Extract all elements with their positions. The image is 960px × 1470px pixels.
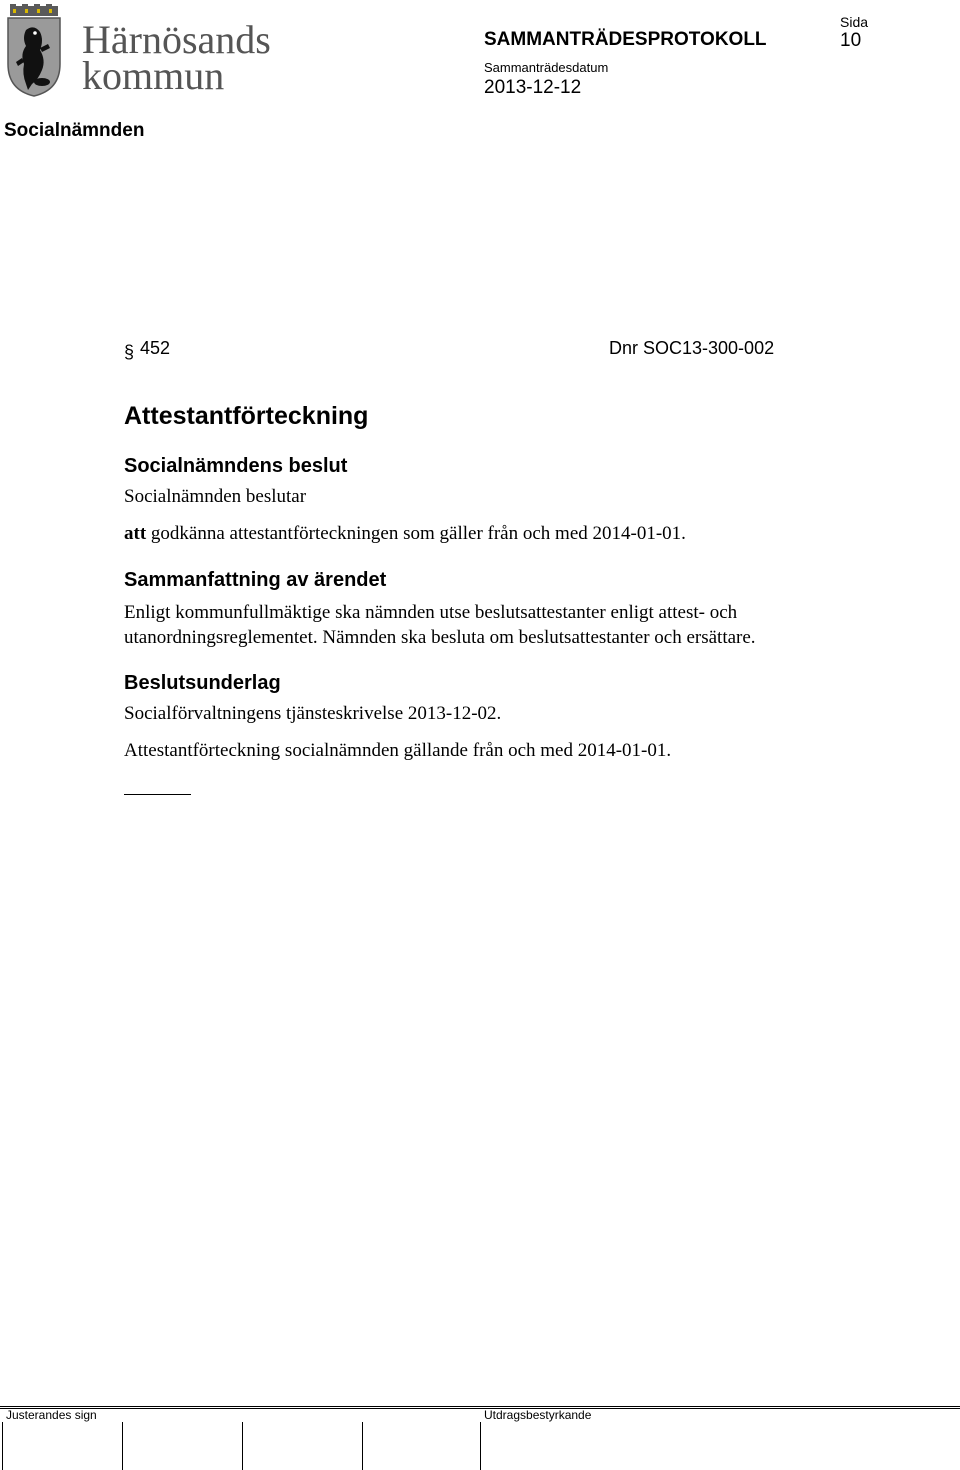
paragraph-number-value: 452 xyxy=(140,338,171,358)
decision-att: att xyxy=(124,523,147,544)
basis-item: Socialförvaltningens tjänsteskrivelse 2013-12-02. xyxy=(124,703,502,724)
paragraph-number xyxy=(124,338,171,362)
decision-lead: Socialnämnden beslutar xyxy=(124,486,307,507)
document-type: SAMMANTRÄDESPROTOKOLL xyxy=(484,29,767,50)
signature-box-divider xyxy=(362,1422,363,1470)
committee-name: Socialnämnden xyxy=(4,120,145,141)
meeting-date-label: Sammanträdesdatum xyxy=(484,60,609,75)
signature-footer xyxy=(0,1406,960,1470)
footer-rule xyxy=(0,1408,960,1409)
summary-line: Enligt kommunfullmäktige ska nämnden utse beslutsattestanter enligt attest- och xyxy=(124,602,738,623)
footer-rule xyxy=(0,1406,960,1407)
signature-box-divider xyxy=(2,1422,3,1470)
page-label: Sida xyxy=(840,14,869,30)
reference-number: Dnr SOC13-300-002 xyxy=(609,338,775,358)
section-end-rule xyxy=(124,794,191,795)
basis-heading: Beslutsunderlag xyxy=(124,672,281,694)
municipality-name xyxy=(82,17,271,98)
summary-line: utanordningsreglementet. Nämnden ska besluta om beslutsattestanter och ersättare. xyxy=(124,627,756,648)
municipality-line-2: kommun xyxy=(82,53,225,98)
decision-heading: Socialnämndens beslut xyxy=(124,455,348,477)
decision-body: godkänna attestantförteckningen som gäller från och med 2014-01-01. xyxy=(150,523,686,544)
decision-text xyxy=(124,523,686,545)
summary-text xyxy=(124,600,864,650)
meeting-date: 2013-12-12 xyxy=(484,77,582,98)
municipality-line-1: Härnösands xyxy=(82,17,271,62)
page-number: 10 xyxy=(840,30,862,51)
signature-box-divider xyxy=(122,1422,123,1470)
case-title: Attestantförteckning xyxy=(124,402,369,430)
extract-certification-label: Utdragsbestyrkande xyxy=(484,1408,592,1422)
signature-box-divider xyxy=(480,1422,481,1470)
signature-box-divider xyxy=(242,1422,243,1470)
summary-heading: Sammanfattning av ärendet xyxy=(124,569,387,591)
harnosand-coat-of-arms-icon xyxy=(4,4,64,98)
basis-item: Attestantförteckning socialnämnden gällande från och med 2014-01-01. xyxy=(124,740,672,761)
signature-label: Justerandes sign xyxy=(6,1408,97,1422)
section-sign: § xyxy=(124,342,135,362)
